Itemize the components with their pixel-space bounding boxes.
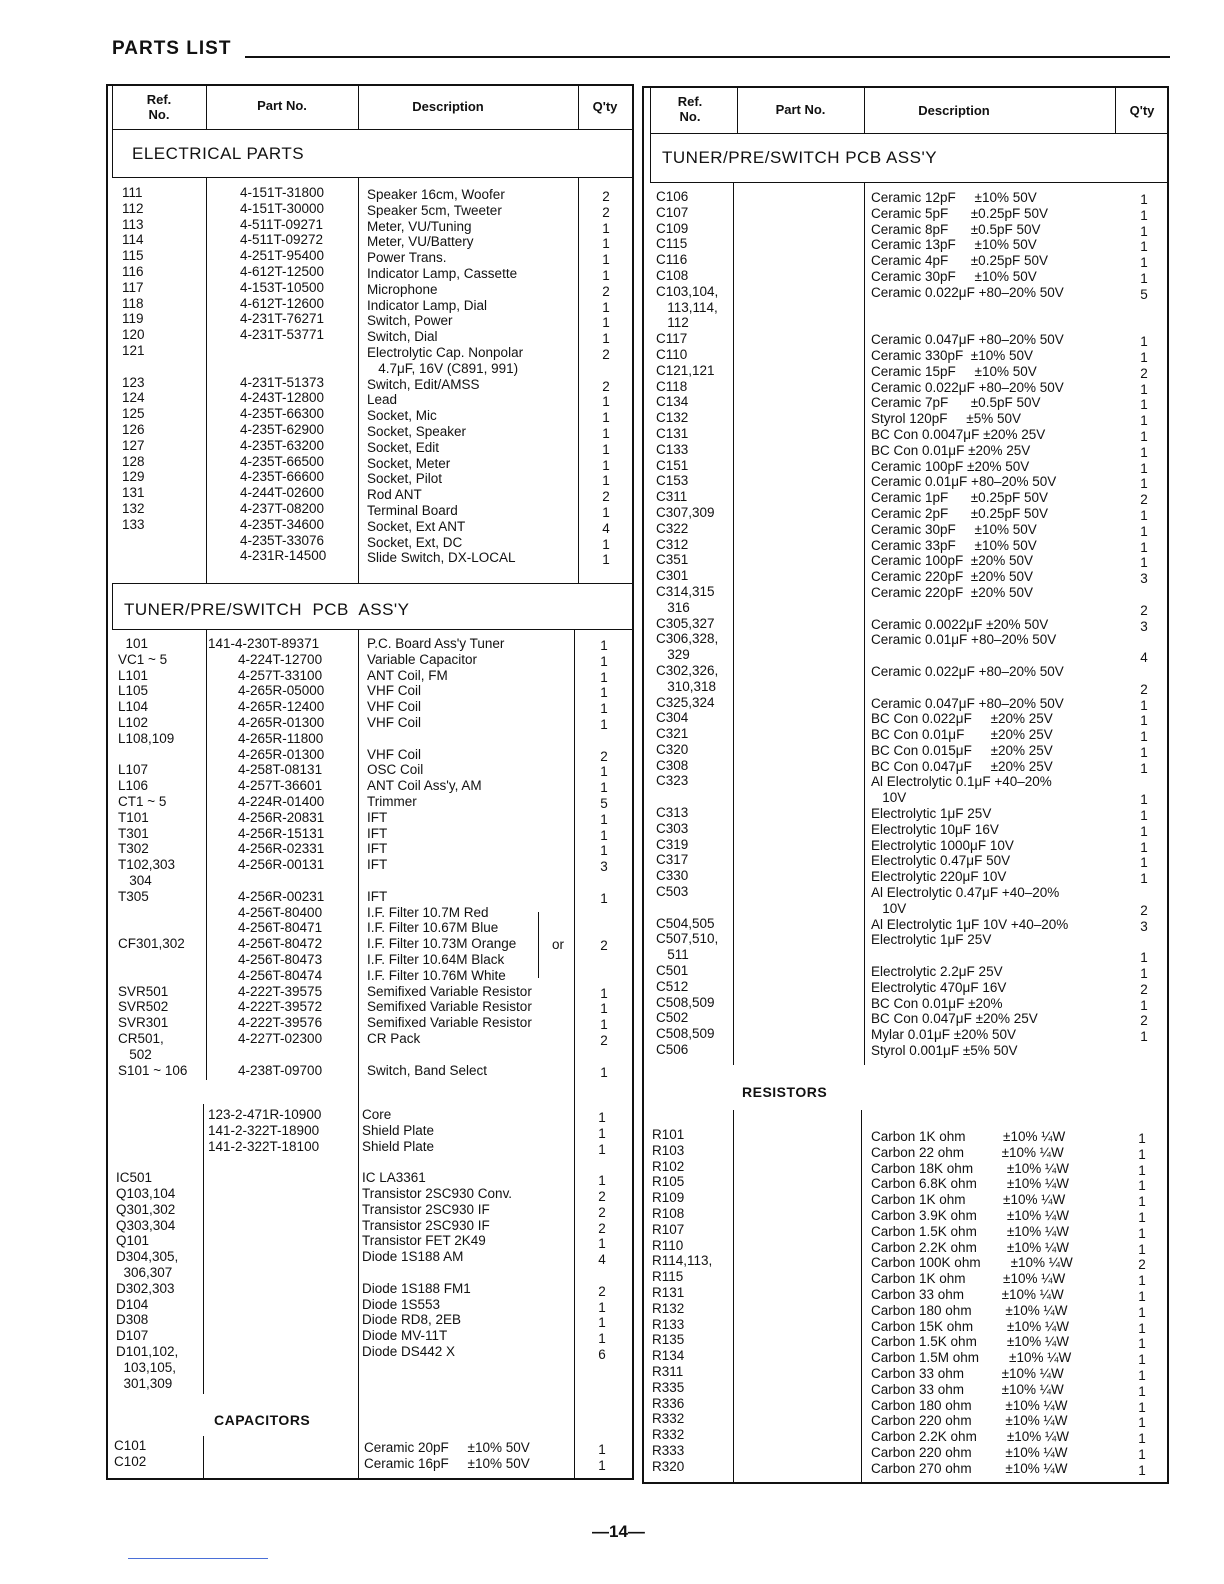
decorative-line [128,1558,268,1559]
page-number: —14— [592,1522,645,1541]
left-block4-desc: Ceramic 20pF ±10% 50V Ceramic 16pF ±10% 50V [364,1440,530,1471]
right-cap-ref: C106 C107 C109 C115 C116 C108 C103,104, 113,114, 112 C117 C110 C121,121 C118 C134 C132 C131 C133 C151 C153 C311 C307,309 C322 C312 C351 C301 C314,315 316 C305,327 C306,328, 329 C302,326, 310,318 C325,324 C304 C321 C320 C308 C323 C313 C303 C319 C317 C330 C503 C504,505 C507,510, 511 C501 C512 C508,509 C502 C508,509 C506 [656,189,719,1058]
right-header-ref: Ref. No. [677,94,703,124]
left-block4-qty: 1 1 [598,1442,606,1473]
left-block3-ref: IC501 Q103,104 Q301,302 Q303,304 Q101 D304,305, 306,307 D302,303 D104 D308 D107 D101,102, 103,105, 301,309 [116,1170,179,1391]
left-col-divider [574,630,575,1480]
left-block2-part: 141-4-230T-89371 4-224T-12700 4-257T-33100 4-265R-05000 4-265R-12400 4-265R-01300 4-265R-11800 4-265R-01300 4-258T-08131 4-257T-36601 4-224R-01400 4-256R-20831 4-256R-15131 4-256R-02331 4-256R-00131 4-256R-00231 4-256T-80400 4-256T-80471 4-256T-80472 4-256T-80473 4-256T-80474 4-222T-39575 4-222T-39572 4-222T-39576 4-227T-02300 4-238T-09700 [208,636,325,1078]
filter-or-label: or [552,937,565,952]
left-header-part: Part No. [257,98,307,113]
left-outer-line-2 [112,583,113,630]
right-header-desc: Description [918,103,990,118]
right-col-divider [733,183,734,1065]
left-col-divider [358,630,359,1480]
left-header-top [112,84,632,85]
right-col-divider [864,183,865,1065]
left-block1-part: 4-151T-31800 4-151T-30000 4-511T-09271 4-511T-09272 4-251T-95400 4-612T-12500 4-153T-10500 4-612T-12600 4-231T-76271 4-231T-53771 4-231T-51373 4-243T-12800 4-235T-66300 4-235T-62900 4-235T-63200 4-235T-66500 4-235T-66600 4-244T-02600 4-237T-08200 4-235T-34600 4-235T-33076 4-231R-14500 [240,185,327,564]
title-rule [245,56,1170,58]
right-header-divider [650,133,1168,134]
left-block1-ref: 111 112 113 114 115 116 117 118 119 120 121 123 124 125 126 127 128 129 131 132 133 [122,185,145,532]
left-block3-part: 123-2-471R-10900 141-2-322T-18900 141-2-322T-18100 [208,1107,322,1154]
left-section2-bottom [112,629,632,630]
left-capacitors-heading: CAPACITORS [214,1412,311,1428]
right-cap-qty: 1 1 1 1 1 1 5 1 1 2 1 1 1 1 1 1 1 2 1 1 1 1 3 2 3 4 2 1 1 1 1 1 1 1 1 1 1 1 2 3 1 1 2 1 2 1 [1140,192,1148,1045]
right-col-divider [733,1110,734,1484]
filter-brace [538,912,539,978]
left-section-tuner: TUNER/PRE/SWITCH PCB ASS'Y [124,600,410,619]
right-header-part: Part No. [775,102,826,117]
right-col-divider [861,1110,862,1484]
left-header-desc: Description [412,99,484,114]
left-col-divider [358,178,359,584]
right-res-qty: 1 1 1 1 1 1 1 1 2 1 1 1 1 1 1 1 1 1 1 1 1 1 [1138,1131,1146,1478]
left-section-divider [112,177,632,178]
left-block3-qty: 1 1 1 1 2 2 2 1 4 2 1 1 1 6 [598,1110,606,1362]
left-col-divider [203,1436,204,1480]
right-res-desc: Carbon 1K ohm ±10% ¼W Carbon 22 ohm ±10% ¼W Carbon 18K ohm ±10% ¼W Carbon 6.8K ohm ±10% ¼W Carbon 1K ohm ±10% ¼W Carbon 3.9K ohm ±10% ¼W Carbon 1.5K ohm ±10% ¼W Carbon 2.2K ohm ±10% ¼W Carbon 100K ohm ±10% ¼W Carbon 1K ohm ±10% ¼W Carbon 33 ohm ±10% ¼W Carbon 180 ohm ±10% ¼W Carbon 15K ohm ±10% ¼W Carbon 1.5K ohm ±10% ¼W Carbon 1.5M ohm ±10% ¼W Carbon 33 ohm ±10% ¼W Carbon 33 ohm ±10% ¼W Carbon 180 ohm ±10% ¼W Carbon 220 ohm ±10% ¼W Carbon 2.2K ohm ±10% ¼W Carbon 220 ohm ±10% ¼W Carbon 270 ohm ±10% ¼W [871,1129,1073,1476]
left-col-divider [206,178,207,584]
left-block4-ref: C101 C102 [114,1438,147,1469]
right-res-ref: R101 R103 R102 R105 R109 R108 R107 R110 R114,113, R115 R131 R132 R133 R135 R134 R311 R335 R336 R332 R332 R333 R320 [652,1127,713,1474]
left-block2-desc: P.C. Board Ass'y Tuner Variable Capacitor ANT Coil, FM VHF Coil VHF Coil VHF Coil VHF Coil OSC Coil ANT Coil Ass'y, AM Trimmer IFT IFT IFT IFT IFT I.F. Filter 10.7M Red I.F. Filter 10.67M Blue I.F. Filter 10.73M Orange I.F. Filter 10.64M Black I.F. Filter 10.76M White Semifixed Variable Resistor Semifixed Variable Resistor Semifixed Variable Resistor CR Pack Switch, Band Select [367,636,532,1078]
left-block2-ref: 101 VC1 ~ 5 L101 L105 L104 L102 L108,109 L107 L106 CT1 ~ 5 T101 T301 T302 T102,303 304 T305 CF301,302 SVR501 SVR502 SVR301 CR501, 502 S101 ~ 106 [118,636,188,1078]
right-section-tuner: TUNER/PRE/SWITCH PCB ASS'Y [662,148,938,167]
left-block3-desc: Core Shield Plate Shield Plate IC LA3361 Transistor 2SC930 Conv. Transistor 2SC930 IF Transistor 2SC930 IF Transistor FET 2K49 Diode 1S188 AM Diode 1S188 FM1 Diode 1S553 Diode RD8, 2EB Diode MV-11T Diode DS442 X [362,1107,513,1359]
right-resistors-heading: RESISTORS [742,1084,828,1100]
right-cap-desc: Ceramic 12pF ±10% 50V Ceramic 5pF ±0.25pF 50V Ceramic 8pF ±0.5pF 50V Ceramic 13pF ±10% 50V Ceramic 4pF ±0.25pF 50V Ceramic 30pF ±10% 50V Ceramic 0.022μF +80–20% 50V Ceramic 0.047μF +80–20% 50V Ceramic 330pF ±10% 50V Ceramic 15pF ±10% 50V Ceramic 0.022μF +80–20% 50V Ceramic 7pF ±0.5pF 50V Styrol 120pF ±5% 50V BC Con 0.0047μF ±20% 25V BC Con 0.01μF ±20% 25V Ceramic 100pF ±20% 50V Ceramic 0.01μF +80–20% 50V Ceramic 1pF ±0.25pF 50V Ceramic 2pF ±0.25pF 50V Ceramic 30pF ±10% 50V Ceramic 33pF ±10% 50V Ceramic 100pF ±20% 50V Ceramic 220pF ±20% 50V Ceramic 220pF ±20% 50V Ceramic 0.0022μF ±20% 50V Ceramic 0.01μF +80–20% 50V Ceramic 0.022μF +80–20% 50V Ceramic 0.047μF +80–20% 50V BC Con 0.022μF ±20% 25V BC Con 0.01μF ±20% 25V BC Con 0.015μF ±20% 25V BC Con 0.047μF ±20% 25V Al Electrolytic 0.1μF +40–20% 10V Electrolytic 1μF 25V Electrolytic 10μF 16V Electrolytic 1000μF 10V Electrolytic 0.47μF 50V Electrolytic 220μF 10V Al Electrolytic 0.47μF +40–20% 10V Al Electrolytic 1μF 10V +40–20% Electrolytic 1μF 25V Electrolytic 2.2μF 25V Electrolytic 470μF 16V BC Con 0.01μF ±20% BC Con 0.047μF ±20% 25V Mylar 0.01μF ±20% 50V Styrol 0.001μF ±5% 50V [871,190,1069,1059]
left-col-divider [578,178,579,584]
left-header-qty: Q'ty [592,99,618,114]
left-block2-qty: 1 1 1 1 1 1 2 1 1 5 1 1 1 3 1 2 1 1 1 2 1 [600,638,608,1080]
left-header-divider [112,129,632,130]
left-header-ref: Ref. No. [146,92,172,122]
left-section2-top [112,583,632,584]
left-section-electrical: ELECTRICAL PARTS [132,144,305,163]
left-block1-qty: 2 2 1 1 1 1 2 1 1 1 2 2 1 1 1 1 1 1 2 1 4 1 1 [602,189,610,568]
left-col-divider [203,1104,204,1394]
right-header-qty: Q'ty [1129,103,1155,118]
right-section-divider [650,182,1168,183]
left-block1-desc: Speaker 16cm, Woofer Speaker 5cm, Tweeter Meter, VU/Tuning Meter, VU/Battery Power Trans. Indicator Lamp, Cassette Microphone Indicator Lamp, Dial Switch, Power Switch, Dial Electrolytic Cap. Nonpolar 4.7μF, 16V (C891, 991) Switch, Edit/AMSS Lead Socket, Mic Socket, Speaker Socket, Edit Socket, Meter Socket, Pilot Rod ANT Terminal Board Socket, Ext ANT Socket, Ext, DC Slide Switch, DX-LOCAL [367,187,524,566]
left-col-divider [206,630,207,1080]
page-title: PARTS LIST [112,38,232,59]
